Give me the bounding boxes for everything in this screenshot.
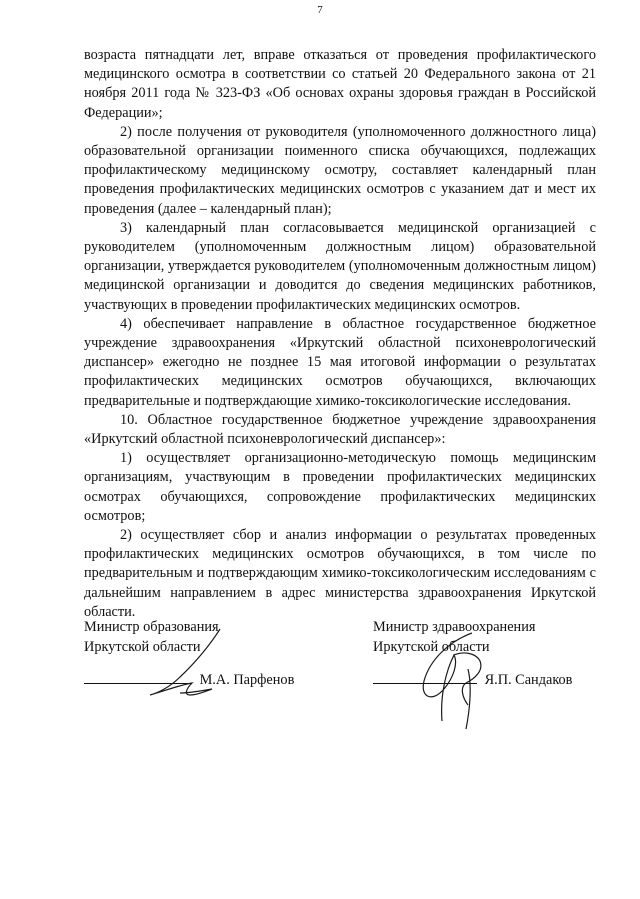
handwritten-signature-health: [410, 625, 500, 735]
paragraph-section-10-item-1: 1) осуществляет организационно-методическую помощь медицинским организациям, участвующим в проведении профилактических медицинских осмотрах обучающихся, сопровождение профилактических медицинских осмотров;: [84, 450, 596, 524]
paragraph-section-10: 10. Областное государственное бюджетное учреждение здравоохранения «Иркутский областной психоневрологический диспансер»:: [84, 411, 596, 448]
paragraph-section-10-item-2: 2) осуществляет сбор и анализ информации о результатах проведенных профилактических медицинских осмотров обучающихся, в том числе по предварительным и подтверждающим химико-токсикологическим исследованиям с дальнейшим направлением в адрес министерства здравоохранения Иркутской области.: [84, 527, 596, 620]
signatory-name: М.А. Парфенов: [199, 672, 295, 688]
handwritten-signature-education: [140, 625, 240, 705]
paragraph-item-2: 2) после получения от руководителя (уполномоченного должностного лица) образовательной организации поименного списка обучающихся, подлежащих профилактическому медицинскому осмотру, составляет календарный план проведения профилактических медицинских осмотров с указанием дат и мест их проведения (далее – календарный план);: [84, 123, 596, 217]
signatory-title-line1: Министр здравоохранения: [373, 619, 536, 635]
document-body: [84, 46, 596, 622]
signatory-title-line2: Иркутской области: [373, 639, 490, 655]
paragraph-item-3: 3) календарный план согласовывается медицинской организацией с руководителем (уполномоченным должностным лицом) образовательной организации, утверждается руководителем (уполномоченным должностным лицом) медицинской организации и доводится до сведения медицинских работников, участвующих в проведении профилактических медицинских осмотров.: [84, 219, 596, 313]
signatory-title-line1: Министр образования: [84, 619, 219, 635]
paragraph-continuation: возраста пятнадцати лет, вправе отказаться от проведения профилактического медицинского осмотра в соответствии со статьей 20 Федерального закона от 21 ноября 2011 года № 323-ФЗ «Об основах охраны здоровья граждан в Российской Федерации»;: [84, 47, 596, 121]
signatory-title-line2: Иркутской области: [84, 639, 201, 655]
page-number: 7: [317, 4, 323, 16]
signatory-name: Я.П. Сандаков: [484, 672, 573, 688]
paragraph-item-4: 4) обеспечивает направление в областное государственное бюджетное учреждение здравоохранения «Иркутский областной психоневрологический диспансер» ежегодно не позднее 15 мая итоговой информации о результатах профилактических медицинских осмотров обучающихся, включающих предварительные и подтверждающие химико-токсикологические исследования.: [84, 315, 596, 409]
